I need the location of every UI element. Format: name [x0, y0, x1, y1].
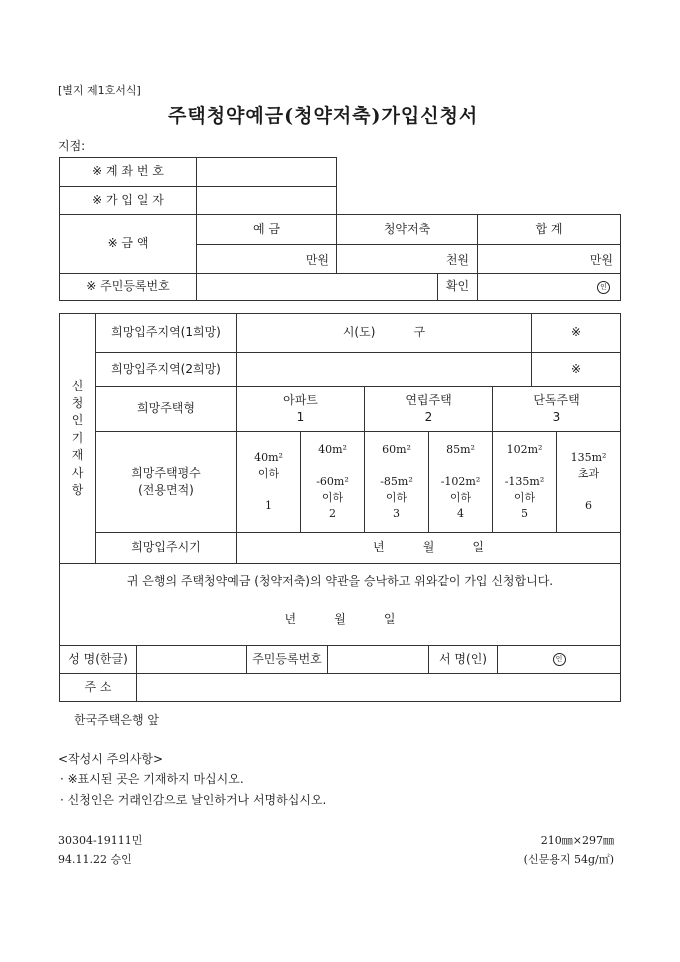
- total-column-header: 합 계: [535, 221, 563, 236]
- move-in-period-value: 년 월 일: [372, 540, 485, 555]
- type-row-house-name: 연립주택: [405, 392, 452, 407]
- savings-unit: 천원: [445, 252, 469, 267]
- declaration-text: 귀 은행의 주택청약예금 (청약저축)의 약관을 승낙하고 위와같이 가입 신청합니다.: [126, 574, 554, 589]
- region1-label: 희망입주지역(1희망): [111, 325, 221, 340]
- size-option-4: 85m² -102m² 이하 4: [440, 443, 481, 520]
- side-label-char: 신: [71, 378, 84, 393]
- paper-size: 210㎜×297㎜: [540, 834, 614, 847]
- form-title: 주택청약예금(청약저축)가입신청서: [168, 105, 479, 127]
- name-field: [137, 646, 246, 673]
- side-label-char: 재: [71, 448, 84, 463]
- address-field: [137, 674, 620, 701]
- side-label-char: 기: [71, 430, 84, 445]
- region2-mark: ※: [570, 361, 582, 376]
- amount-label: ※ 금 액: [107, 236, 149, 251]
- address-label: 주 소: [84, 679, 112, 694]
- side-label-char: 사: [71, 465, 84, 480]
- region2-value: [237, 353, 531, 386]
- sign-seal: [498, 646, 620, 673]
- type-apartment: [237, 387, 364, 431]
- signature-resident-number-field: [328, 646, 428, 673]
- size-option-5: 102m² -135m² 이하 5: [504, 443, 545, 520]
- account-number-label: ※ 계 좌 번 호: [92, 164, 164, 179]
- paper-type: (신문용지 54g/㎡): [523, 853, 614, 866]
- applicant-side-label: [60, 314, 95, 563]
- region2-label: 희망입주지역(2희망): [111, 361, 221, 376]
- type-detached-name: 단독주택: [533, 392, 580, 407]
- type-row-house: [365, 387, 492, 431]
- seal-mark: 인: [597, 281, 610, 294]
- notes-title: <작성시 주의사항>: [58, 752, 164, 766]
- type-detached-code: 3: [552, 410, 561, 424]
- note-item-2: · 신청인은 거래인감으로 날인하거나 서명하십시오.: [60, 793, 327, 807]
- declaration-date: 년 월 일: [284, 612, 396, 627]
- side-label-char: 청: [71, 396, 84, 411]
- deposit-column-header: 예 금: [253, 221, 280, 236]
- type-apartment-code: 1: [296, 410, 305, 424]
- size-option-6: 135m² 초과 6: [570, 451, 607, 512]
- type-apartment-name: 아파트: [283, 392, 318, 407]
- housing-size-label: 희망주택평수 (전용면적): [131, 465, 201, 497]
- form-number: [별지 제1호서식]: [58, 84, 141, 97]
- confirm-seal: [478, 274, 610, 300]
- side-label-char: 인: [71, 413, 84, 428]
- join-date-label: ※ 가 입 일 자: [92, 192, 164, 207]
- savings-column-header: 청약저축: [383, 221, 431, 236]
- total-unit: 만원: [589, 252, 613, 267]
- signature-resident-number-label: 주민등록번호: [252, 651, 322, 666]
- approval-date: 94.11.22 승인: [58, 853, 132, 866]
- note-item-1: · ※표시된 곳은 기재하지 마십시오.: [60, 772, 244, 786]
- confirm-label: 확인: [445, 279, 470, 294]
- move-in-period-label: 희망입주시기: [131, 540, 201, 555]
- size-option-2: 40m² -60m² 이하 2: [316, 443, 349, 520]
- sign-label: 서 명(인): [439, 651, 487, 666]
- resident-number-field: [197, 274, 437, 300]
- seal-mark: 인: [553, 653, 566, 666]
- join-date-field: [197, 187, 336, 214]
- region1-mark: ※: [570, 325, 582, 340]
- account-number-field: [197, 158, 336, 186]
- size-option-1: 40m² 이하 1: [254, 451, 283, 512]
- addressee: 한국주택은행 앞: [74, 713, 159, 727]
- type-row-house-code: 2: [424, 410, 433, 424]
- size-option-3: 60m² -85m² 이하 3: [380, 443, 413, 520]
- side-label-text: [72, 378, 84, 500]
- form-code: 30304-19111민: [58, 834, 143, 847]
- housing-type-label: 희망주택형: [137, 401, 195, 416]
- branch-label: 지점:: [58, 139, 86, 153]
- deposit-unit: 만원: [305, 252, 329, 267]
- resident-number-label: ※ 주민등록번호: [86, 279, 170, 294]
- name-label: 성 명(한글): [68, 651, 128, 666]
- type-detached: [493, 387, 620, 431]
- region1-value: 시(도) 구: [342, 325, 426, 340]
- side-label-char: 항: [71, 482, 84, 497]
